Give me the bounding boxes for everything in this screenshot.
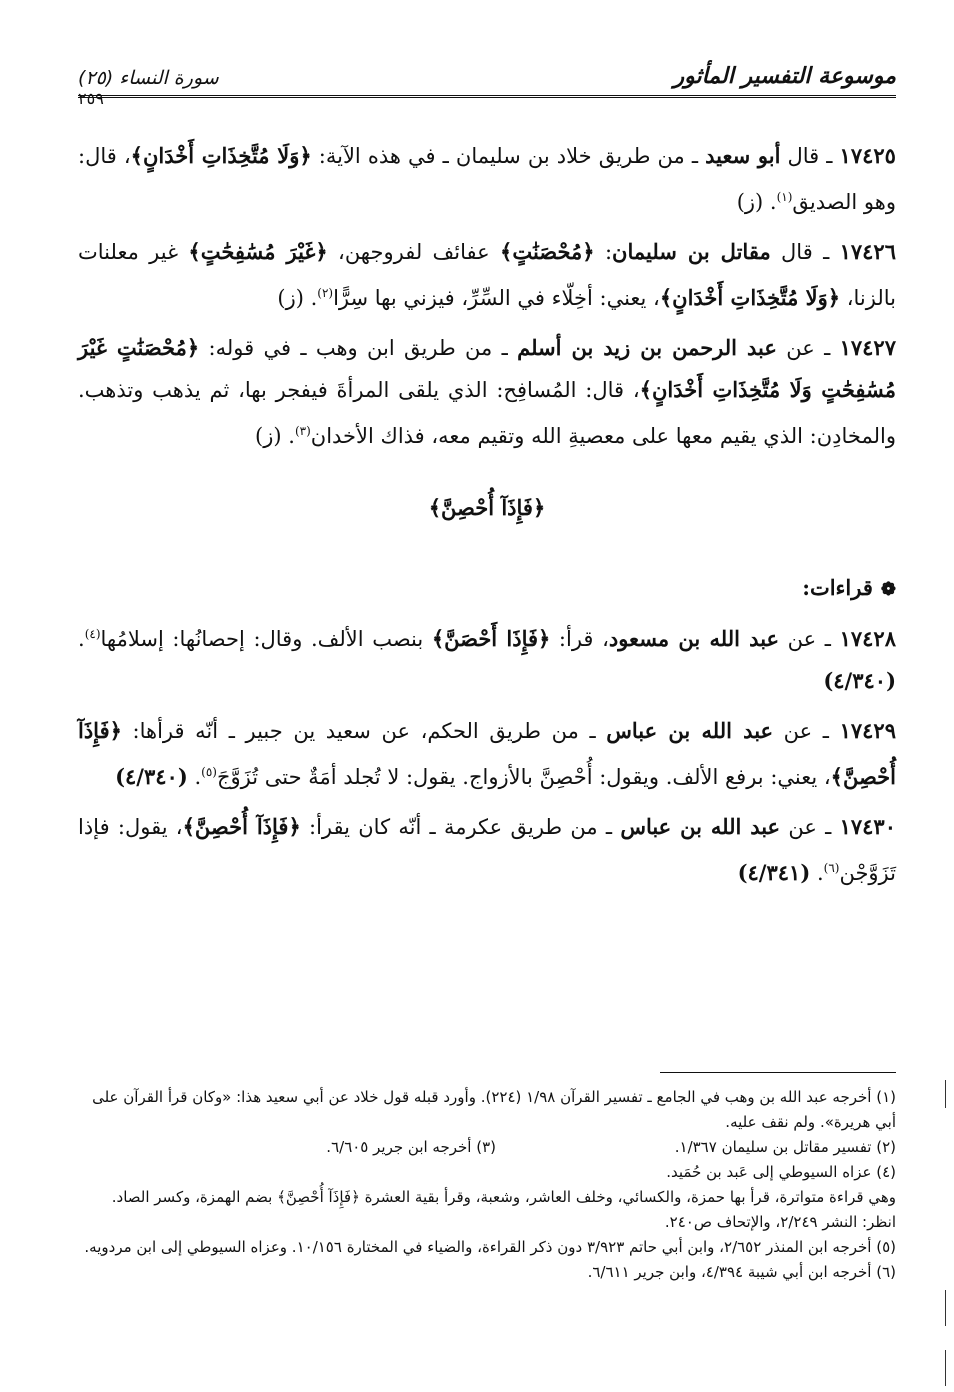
entries-group-1 — [78, 135, 896, 457]
footnote-4: (٤) عزاه السيوطي إلى عَبد بن حُمَيد. — [666, 1163, 896, 1181]
footnote-6: (٦) أخرجه ابن أبي شيبة ٤/٣٩٤، وابن جرير ٦/٦١١. — [587, 1263, 896, 1281]
entry-text: . (ز) — [277, 286, 318, 310]
entry-text: ـ من طريق الحكم، عن سعيد ين جبير ـ أنّه قرأها: — [121, 719, 607, 743]
flower-icon: ❁ — [880, 579, 896, 600]
footnote-marker: (١) — [776, 190, 793, 204]
footnote-3: (٣) أخرجه ابن جرير ٦/٦٠٥. — [326, 1138, 496, 1156]
hadith-entry — [78, 710, 896, 798]
volume-reference: (٤/٣٤١) — [737, 860, 811, 885]
entry-text: : — [594, 240, 613, 264]
entry-text: ـ من طريق ابن وهب ـ في قوله: — [199, 336, 518, 360]
readings-heading — [78, 570, 896, 608]
narrator-name: عبد الله بن عباس — [620, 814, 781, 839]
running-header — [78, 55, 896, 89]
surah-label: سورة النساء (٢٥) — [78, 67, 219, 89]
entry-text: ، يعني: أخِلّاء في السِّرِّ، فيزني بها سِرًّا — [333, 286, 660, 310]
footnote-marker: (٥) — [201, 765, 217, 779]
quran-quote: ﴿فَإِذَآ أُحْصِنَّ﴾ — [182, 814, 301, 839]
volume-reference: (٤/٣٤٠) — [823, 668, 896, 693]
section-heading-verse: ﴿فَإِذَآ أُحْصِنَّ﴾ — [428, 495, 546, 520]
quran-quote: ﴿فَإِذَآ أُحْصِنَّ﴾ — [78, 718, 896, 789]
header-rule — [78, 95, 896, 98]
hadith-entry — [78, 806, 896, 894]
entry-text: ـ عن — [779, 627, 831, 651]
footnote-4-continued: وهي قراءة متواترة، قرأ بها حمزة، والكسائي، وخلف العاشر، وشعبة، وقرأ بقية العشرة ﴿فَإِذَآ أُحْصِنَّ﴾ بضم الهمزة، وكسر الصاد. انظر: النشر ٢/٢٤٩، والإتحاف ص٢٤٠. — [111, 1188, 896, 1231]
entry-text: غير معلنات بالزنا، — [78, 240, 896, 310]
footnote-rule — [660, 1072, 896, 1073]
hadith-entry — [78, 231, 896, 319]
entry-text: . — [187, 765, 202, 789]
hadith-entry — [78, 614, 896, 702]
entry-text: بنصب الألف. وقال: إحصانُها: إسلامُها — [100, 627, 432, 651]
margin-mark — [945, 1350, 946, 1386]
entry-text: . (ز) — [736, 190, 777, 214]
entry-text: ـ من طريق خلاد بن سليمان ـ في هذه الآية: — [311, 144, 706, 168]
entry-number: ١٧٤٢٩ — [839, 718, 896, 743]
footnotes — [78, 1085, 896, 1285]
entry-text: ـ عن — [773, 719, 829, 743]
quran-quote: ﴿وَلَا مُتَّخِذَاتِ أَخْدَانٍ﴾ — [130, 143, 312, 168]
quran-quote: ﴿مُحْصَنَٰتٍ﴾ — [500, 239, 595, 264]
footnote-1: (١) أخرجه عبد الله بن وهب في الجامع ـ تفسير القرآن ١/٩٨ (٢٢٤). وأورد قبله قول خلاد عن أبي سعيد هذا: «وكان قرأ القرآن على أبي هريرة». ولم نقف عليه. — [92, 1088, 896, 1131]
entry-text: ـ من طريق عكرمة ـ أنّه كان يقرأ: — [300, 815, 621, 839]
entries-group-2 — [78, 614, 896, 894]
narrator-name: عبد الله بن مسعود — [608, 626, 780, 651]
narrator-name: مقاتل بن سليمان — [612, 239, 771, 264]
narrator-name: أبو سعيد — [705, 143, 781, 168]
entry-text: ـ قال — [780, 144, 833, 168]
quran-quote: ﴿وَلَا مُتَّخِذَاتِ أَخْدَانٍ﴾ — [659, 285, 841, 310]
quran-quote: ﴿فَإِذَا أَحْصَنَّ﴾ — [431, 626, 551, 651]
footnote-5: (٥) أخرجه ابن المنذر ٢/٦٥٢، وابن أبي حاتم ٣/٩٢٣ دون ذكر القراءة، والضياء في المختارة ١٠/١٥٦. وعزاه السيوطي إلى ابن مردويه. — [84, 1238, 896, 1256]
book-title: موسوعة التفسير المأثور — [673, 64, 896, 89]
entry-text: ، قرأ: — [550, 627, 609, 651]
footnote-marker: (٣) — [294, 424, 311, 438]
footnote-row-2-3 — [78, 1135, 896, 1160]
quran-quote: ﴿غَيْرَ مُسَٰفِحَٰتٍ﴾ — [188, 239, 328, 264]
entry-number: ١٧٤٣٠ — [839, 814, 896, 839]
readings-title: قراءات: — [802, 575, 873, 600]
entry-text: ـ عن — [776, 336, 831, 360]
entry-number: ١٧٤٢٥ — [839, 143, 896, 168]
hadith-entry — [78, 135, 896, 223]
entry-number: ١٧٤٢٨ — [839, 626, 896, 651]
entry-text: ، قال: المُسافِح: الذي يلقى المرأةَ فيفجر بها، ثم يذهب وتذهب. والمخادِن: الذي يقيم معها على معصيةِ الله وتقيم معه، فذاك الأخدان — [78, 378, 896, 448]
footnote-marker: (٦) — [823, 861, 840, 875]
entry-text: ، يقول: فإذا تَزَوَّجْن — [78, 815, 896, 885]
volume-reference: (٤/٣٤٠) — [115, 764, 188, 789]
entry-text: . — [810, 861, 824, 885]
entry-text: ـ قال — [770, 240, 830, 264]
margin-mark — [945, 1080, 946, 1108]
quran-quote: ﴿مُحْصَنَٰتٍ غَيْرَ مُسَٰفِحَٰتٍ وَلَا مُتَّخِذَاتِ أَخْدَانٍ﴾ — [78, 335, 896, 402]
narrator-name: عبد الرحمن بن زيد بن أسلم — [517, 335, 777, 360]
main-text — [78, 135, 896, 902]
entry-text: ـ عن — [780, 815, 832, 839]
footnote-marker: (٢) — [317, 286, 334, 300]
hadith-entry — [78, 327, 896, 457]
page-number: ٢٥٩ — [78, 89, 104, 108]
margin-mark — [945, 1290, 946, 1326]
entry-number: ١٧٤٢٦ — [839, 239, 896, 264]
footnote-marker: (٤) — [84, 627, 101, 641]
entry-text: . — [78, 627, 85, 651]
entry-number: ١٧٤٢٧ — [839, 335, 896, 360]
entry-text: ، قال: وهو الصديق — [78, 144, 896, 214]
entry-text: . (ز) — [255, 424, 295, 448]
narrator-name: عبد الله بن عباس — [606, 718, 774, 743]
entry-text: ، يعني: برفع الألف. ويقول: أُحْصِنَّ بالأزواج. يقول: لا تُجلد أمَةٌ حتى تُزَوَّجَ — [216, 765, 831, 789]
footnote-2: (٢) تفسير مقاتل بن سليمان ١/٣٦٧. — [674, 1138, 896, 1156]
entry-text: عفائف لفروجهن، — [327, 240, 501, 264]
page — [78, 55, 896, 1281]
